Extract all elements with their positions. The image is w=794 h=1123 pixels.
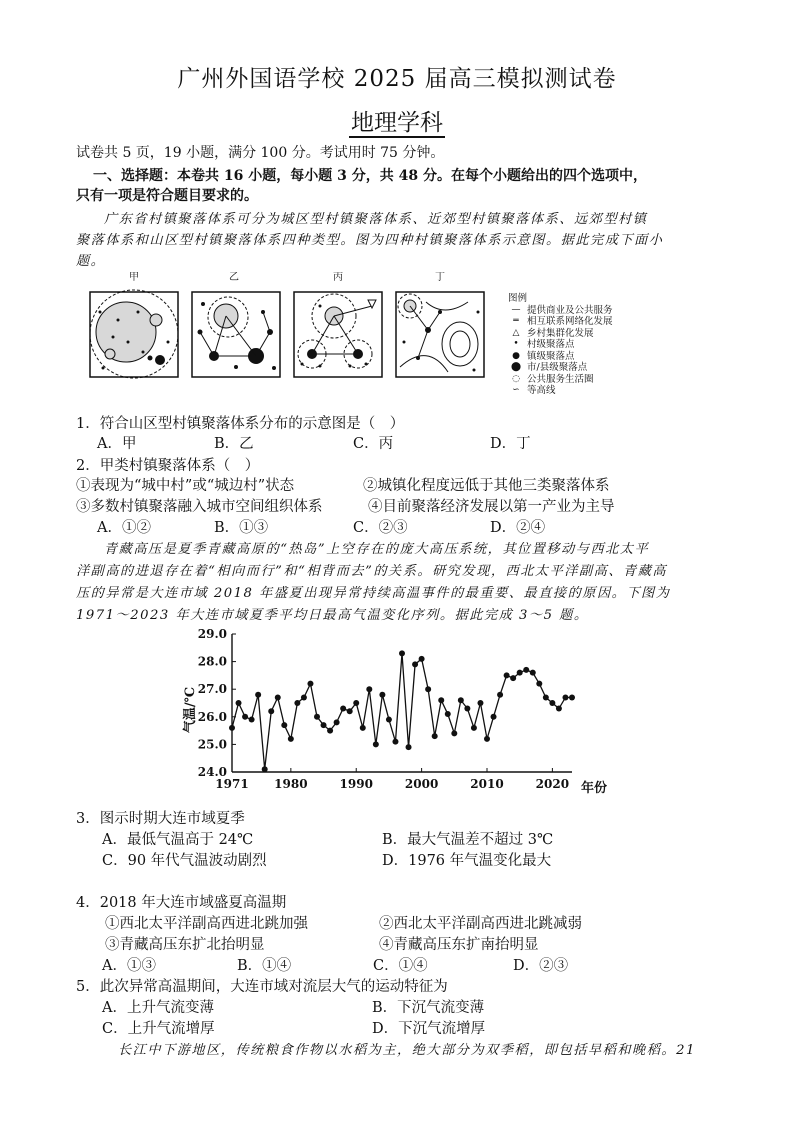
data-point xyxy=(281,722,287,728)
data-point xyxy=(562,694,568,700)
q4-statement-4: ④青藏高压东扩南抬明显 xyxy=(379,937,539,953)
data-point xyxy=(451,730,457,736)
line-icon: — xyxy=(511,304,521,315)
y-tick-label: 28.0 xyxy=(197,654,227,669)
q5-option-b[interactable]: B．下沉气流变薄 xyxy=(372,1000,485,1016)
y-tick-label: 24.0 xyxy=(197,765,227,779)
exam-info: 试卷共 5 页，19 小题，满分 100 分。考试用时 75 分钟。 xyxy=(76,145,445,161)
y-tick-label: 26.0 xyxy=(197,709,227,724)
q5-option-d[interactable]: D．下沉气流增厚 xyxy=(372,1021,486,1037)
settlement-diagrams xyxy=(88,272,498,382)
data-point xyxy=(406,744,412,750)
passage2-line1: 青藏高压是夏季青藏高原的“热岛”上空存在的庞大高压系统，其位置移动与西北太平 xyxy=(104,542,650,557)
data-point xyxy=(464,706,470,712)
data-point xyxy=(536,681,542,687)
q2-option-a[interactable]: A．①② xyxy=(97,520,151,536)
chart-x-label: 年份 xyxy=(580,781,608,796)
data-point xyxy=(530,670,536,676)
data-point xyxy=(523,667,529,673)
q4-option-b[interactable]: B．①④ xyxy=(237,958,292,974)
passage2-line2: 洋副高的进退存在着“相向而行”和“相背而去”的关系。研究发现，西北太平洋副高、青藏高 xyxy=(76,564,668,579)
q1-stem: 1．符合山区型村镇聚落体系分布的示意图是（ ） xyxy=(76,416,405,432)
exam-title: 广州外国语学校 2025 届高三模拟测试卷 xyxy=(177,66,617,92)
panel-bing xyxy=(294,292,382,377)
data-point xyxy=(484,736,490,742)
data-point xyxy=(569,694,575,700)
data-point xyxy=(255,692,261,698)
q5-stem: 5．此次异常高温期间，大连市域对流层大气的运动特征为 xyxy=(76,979,448,995)
q3-option-a[interactable]: A．最低气温高于 24℃ xyxy=(102,832,254,848)
data-point xyxy=(288,736,294,742)
passage3-line1: 长江中下游地区，传统粮食作物以水稻为主，绝大部分为双季稻，即包括早稻和晚稻。21 xyxy=(118,1043,696,1058)
data-point xyxy=(517,670,523,676)
panel-label-jia: 甲 xyxy=(129,272,139,283)
q4-statement-2: ②西北太平洋副高西进北跳减弱 xyxy=(379,916,582,932)
data-point xyxy=(334,719,340,725)
y-tick-label: 27.0 xyxy=(197,682,227,697)
data-point xyxy=(262,766,268,772)
small-dot-icon: • xyxy=(513,339,519,349)
q2-statement-2: ②城镇化程度远低于其他三类聚落体系 xyxy=(363,478,610,494)
q3-option-d[interactable]: D．1976 年气温变化最大 xyxy=(382,853,552,869)
contour-icon: ∽ xyxy=(512,385,520,395)
data-point xyxy=(438,697,444,703)
q1-option-a[interactable]: A．甲 xyxy=(97,436,137,452)
figure-legend xyxy=(508,293,613,397)
data-point xyxy=(458,697,464,703)
data-point xyxy=(504,672,510,678)
subject-title: 地理学科 xyxy=(351,110,443,136)
data-point xyxy=(477,700,483,706)
q1-option-c[interactable]: C．丙 xyxy=(353,436,394,452)
x-tick-label: 2010 xyxy=(470,777,504,791)
data-point xyxy=(471,725,477,731)
legend-item: — 提供商业及公共服务 xyxy=(508,305,613,317)
data-point xyxy=(366,686,372,692)
panel-ding xyxy=(396,292,484,377)
data-point xyxy=(543,694,549,700)
temperature-chart xyxy=(176,622,616,802)
large-dot-icon: ⬤ xyxy=(510,362,522,372)
data-point xyxy=(327,728,333,734)
passage1-line3: 题。 xyxy=(76,254,106,269)
legend-item: ● 镇级聚落点 xyxy=(508,351,613,363)
data-point xyxy=(549,700,555,706)
dashed-circle-icon: ◌ xyxy=(512,373,520,384)
q2-option-c[interactable]: C．②③ xyxy=(353,520,408,536)
q1-option-b[interactable]: B．乙 xyxy=(214,436,254,452)
q1-option-d[interactable]: D．丁 xyxy=(490,436,531,452)
q5-option-c[interactable]: C．上升气流增厚 xyxy=(102,1021,215,1037)
q2-option-d[interactable]: D．②④ xyxy=(490,520,546,536)
panel-label-bing: 丙 xyxy=(333,272,343,283)
panel-label-ding: 丁 xyxy=(435,272,445,283)
data-point xyxy=(249,717,255,723)
q4-stem: 4．2018 年大连市域盛夏高温期 xyxy=(76,895,287,911)
legend-item: • 村级聚落点 xyxy=(508,339,613,351)
data-point xyxy=(360,725,366,731)
data-point xyxy=(556,706,562,712)
data-point xyxy=(275,694,281,700)
data-point xyxy=(268,708,274,714)
data-point xyxy=(321,722,327,728)
q3-stem: 3．图示时期大连市域夏季 xyxy=(76,811,245,827)
q3-option-c[interactable]: C．90 年代气温波动剧烈 xyxy=(102,853,267,869)
x-tick-label: 2000 xyxy=(404,777,439,791)
legend-item: ⬤ 市/县级聚落点 xyxy=(508,362,613,374)
q4-option-d[interactable]: D．②③ xyxy=(513,958,569,974)
q4-option-c[interactable]: C．①④ xyxy=(373,958,428,974)
data-point xyxy=(294,700,300,706)
data-point xyxy=(353,700,359,706)
legend-item: ◌ 公共服务生活圈 xyxy=(508,374,613,386)
legend-item: △ 乡村集群化发展 xyxy=(508,328,613,340)
q5-option-a[interactable]: A．上升气流变薄 xyxy=(102,1000,214,1016)
data-point xyxy=(412,661,418,667)
q4-statement-3: ③青藏高压东扩北抬明显 xyxy=(105,937,265,953)
data-point xyxy=(445,711,451,717)
x-tick-label: 2020 xyxy=(535,777,570,791)
q2-statement-4: ④目前聚落经济发展以第一产业为主导 xyxy=(368,499,615,515)
panel-label-yi: 乙 xyxy=(229,272,239,283)
panel-jia xyxy=(90,290,178,378)
legend-title: 图例 xyxy=(508,293,528,304)
q2-option-b[interactable]: B．①③ xyxy=(214,520,269,536)
data-point xyxy=(399,650,405,656)
passage2-line3: 压的异常是大连市域 2018 年盛夏出现异常持续高温事件的最重要、最直接的原因。下图为 xyxy=(76,586,671,601)
q2-statement-3: ③多数村镇聚落融入城市空间组织体系 xyxy=(76,499,323,515)
x-tick-label: 1971 xyxy=(215,777,249,791)
q2-stem: 2．甲类村镇聚落体系（ ） xyxy=(76,458,260,474)
data-point xyxy=(373,741,379,747)
data-point xyxy=(510,675,516,681)
passage1-line1: 广东省村镇聚落体系可分为城区型村镇聚落体系、近郊型村镇聚落体系、远郊型村镇 xyxy=(104,212,648,227)
data-point xyxy=(497,692,503,698)
data-point xyxy=(307,681,313,687)
x-tick-label: 1980 xyxy=(274,777,308,791)
data-point xyxy=(419,656,425,662)
temperature-chart-svg xyxy=(176,622,616,802)
data-point xyxy=(314,714,320,720)
y-tick-label: 29.0 xyxy=(197,627,227,641)
data-point xyxy=(392,739,398,745)
q4-statement-1: ①西北太平洋副高西进北跳加强 xyxy=(105,916,308,932)
legend-item: ═ 相互联系网络化发展 xyxy=(508,316,613,328)
q4-option-a[interactable]: A．①③ xyxy=(102,958,156,974)
y-tick-label: 25.0 xyxy=(197,737,227,752)
passage1-line2: 聚落体系和山区型村镇聚落体系四种类型。图为四种村镇聚落体系示意图。据此完成下面小 xyxy=(76,233,664,248)
data-point xyxy=(229,725,235,731)
legend-item: ∽ 等高线 xyxy=(508,385,613,397)
section-heading-1: 一、选择题：本卷共 16 小题，每小题 3 分，共 48 分。在每个小题给出的四个选项中， xyxy=(93,168,647,184)
double-line-icon: ═ xyxy=(513,316,519,326)
data-point xyxy=(236,700,242,706)
panel-yi xyxy=(192,292,280,377)
data-point xyxy=(425,686,431,692)
data-point xyxy=(242,714,248,720)
data-point xyxy=(386,717,392,723)
passage2-line4: 1971～2023 年大连市域夏季平均日最高气温变化序列。据此完成 3～5 题。 xyxy=(76,608,589,623)
data-point xyxy=(301,694,307,700)
settlement-figure xyxy=(88,272,498,382)
data-point xyxy=(491,714,497,720)
q3-option-b[interactable]: B．最大气温差不超过 3℃ xyxy=(382,832,554,848)
x-tick-label: 1990 xyxy=(339,777,373,791)
medium-dot-icon: ● xyxy=(512,350,520,361)
data-point xyxy=(432,733,438,739)
data-point xyxy=(379,692,385,698)
q2-statement-1: ①表现为“城中村”或“城边村”状态 xyxy=(76,478,295,494)
chart-y-label: 气温/℃ xyxy=(183,686,198,734)
triangle-icon: △ xyxy=(512,327,520,338)
data-point xyxy=(340,706,346,712)
data-point xyxy=(347,708,353,714)
section-heading-2: 只有一项是符合题目要求的。 xyxy=(76,188,258,204)
